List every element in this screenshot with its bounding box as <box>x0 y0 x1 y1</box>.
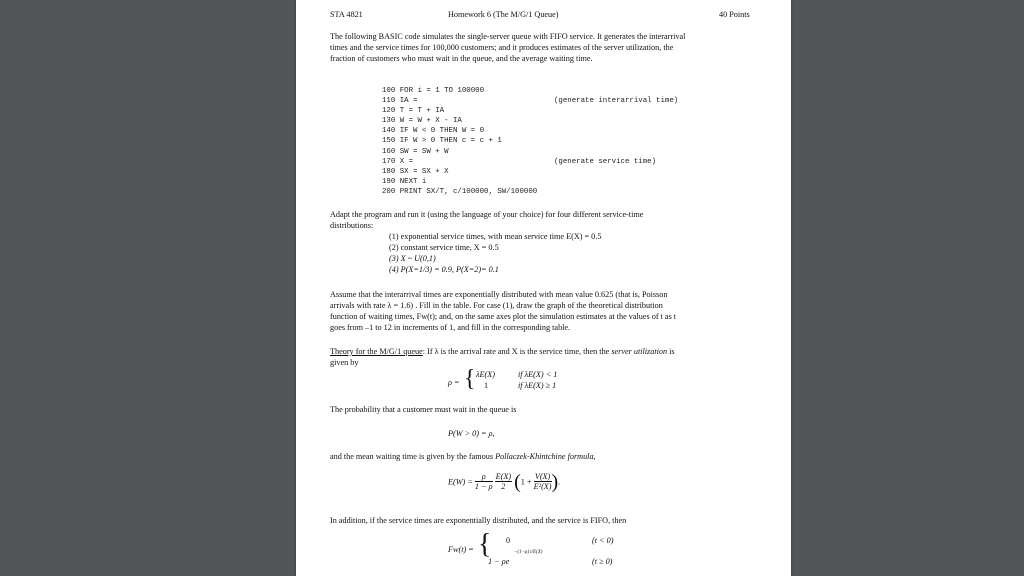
theory-given-by: given by <box>330 358 359 367</box>
intro-line-1: The following BASIC code simulates the single-server queue with FIFO service. It generates the interarrival <box>330 32 686 41</box>
variance-numerator: V(X) <box>534 472 551 481</box>
mean-text: and the mean waiting time is given by the famous <box>330 452 496 461</box>
homework-title: Homework 6 (The M/G/1 Queue) <box>448 10 559 19</box>
fw-case1-value: 0 <box>506 536 511 545</box>
code-comment-service: (generate service time) <box>554 158 657 166</box>
variance-denominator: E²(X) <box>533 482 552 491</box>
rho-case1-value: λE(X) <box>476 370 496 379</box>
left-brace: { <box>464 366 476 392</box>
fw-case2-value: 1 − ρe <box>488 557 510 566</box>
server-utilization-term: server utilization <box>611 347 668 356</box>
rho-case2-condition: if λE(X) ≥ 1 <box>518 381 557 390</box>
code-line: 180 SX = SX + X <box>382 167 449 176</box>
left-brace: { <box>478 529 492 560</box>
assume-line-1: Assume that the interarrival times are exponentially distributed with mean value 0.625 (that is, Poisson <box>330 290 668 299</box>
prob-text: The probability that a customer must wait in the queue is <box>330 405 517 414</box>
intro-line-3: fraction of customers who must wait in the queue, and the average waiting time. <box>330 54 593 63</box>
variance-fraction <box>534 472 552 492</box>
document-page <box>296 0 791 576</box>
code-line: 120 T = T + IA <box>382 107 445 116</box>
distribution-item: (4) P(X=1/3) = 0.9, P(X=2)= 0.1 <box>389 265 499 274</box>
right-paren: ) <box>551 471 559 493</box>
distribution-item: (3) X ~ U(0,1) <box>389 254 436 263</box>
rho-case2-value: 1 <box>484 381 489 390</box>
assume-line-2: arrivals with rate λ = 1.6) . Fill in the table. For case (1), draw the graph of the theoretical distribution <box>330 301 663 310</box>
code-line: 150 IF W > 0 THEN c = c + 1 <box>382 137 502 146</box>
intro-line-2: times and the service times for 100,000 customers; and it produces estimates of the server utilization, the <box>330 43 674 52</box>
fw-case2-condition: (t ≥ 0) <box>592 557 613 566</box>
code-comment-interarrival: (generate interarrival time) <box>554 97 679 105</box>
pk-formula <box>448 472 560 506</box>
basic-code-block <box>382 86 537 197</box>
code-line: 170 X = <box>382 157 414 166</box>
rho-denominator: 1 − ρ <box>474 482 493 491</box>
fw-case1-condition: (t < 0) <box>592 536 614 545</box>
code-line: 100 FOR i = 1 TO 100000 <box>382 87 485 95</box>
points-label: 40 Points <box>719 10 750 19</box>
theory-text: is <box>667 347 675 356</box>
adapt-line-1: Adapt the program and run it (using the language of your choice) for four different service-time <box>330 210 644 219</box>
code-line: 110 IA = <box>382 97 418 106</box>
assume-line-3: function of waiting times, Fw(t); and, on the same axes plot the simulation estimates at the values of t as t <box>330 312 677 321</box>
code-line: 160 SW = SW + W <box>382 147 449 156</box>
pk-formula-name: Pollaczek-Khintchine formula, <box>495 452 596 461</box>
formula-period: . <box>558 477 561 487</box>
code-line: 190 NEXT i <box>382 177 427 186</box>
fw-lhs: Fw(t) = <box>448 545 474 554</box>
rho-numerator: ρ <box>475 472 493 482</box>
ex-denominator: 2 <box>501 482 506 491</box>
distribution-item: (2) constant service time, X = 0.5 <box>389 243 499 252</box>
assume-line-4: goes from –1 to 12 in increments of 1, and fill in the corresponding table. <box>330 323 571 332</box>
one-plus: 1 + <box>520 477 532 487</box>
ex-fraction <box>495 472 512 492</box>
fw-case2-exponent: −(1−ρ) t/E(X) <box>514 550 543 555</box>
code-line: 200 PRINT SX/T, c/100000, SW/100000 <box>382 187 538 196</box>
code-line: 130 W = W + X - IA <box>382 117 462 126</box>
theory-text: : If λ is the arrival rate and X is the service time, then the <box>422 347 612 356</box>
prob-formula: P(W > 0) = ρ, <box>448 429 495 438</box>
rho-fraction <box>475 472 493 492</box>
addition-text: In addition, if the service times are exponentially distributed, and the service is FIFO, then <box>330 516 627 525</box>
rho-case1-condition: if λE(X) < 1 <box>518 370 558 379</box>
course-code: STA 4821 <box>330 10 363 19</box>
theory-heading: Theory for the M/G/1 queue <box>330 347 423 356</box>
code-line: 140 IF W < 0 THEN W = 0 <box>382 127 485 136</box>
ex-numerator: E(X) <box>495 472 512 481</box>
mean-paragraph <box>330 451 596 462</box>
left-paren: ( <box>514 471 521 493</box>
theory-paragraph <box>330 346 675 357</box>
distribution-item: (1) exponential service times, with mean service time E(X) = 0.5 <box>389 232 602 241</box>
rho-lhs: ρ = <box>448 378 460 387</box>
pk-lhs: E(W) = <box>448 477 473 487</box>
adapt-line-2: distributions: <box>330 221 374 230</box>
